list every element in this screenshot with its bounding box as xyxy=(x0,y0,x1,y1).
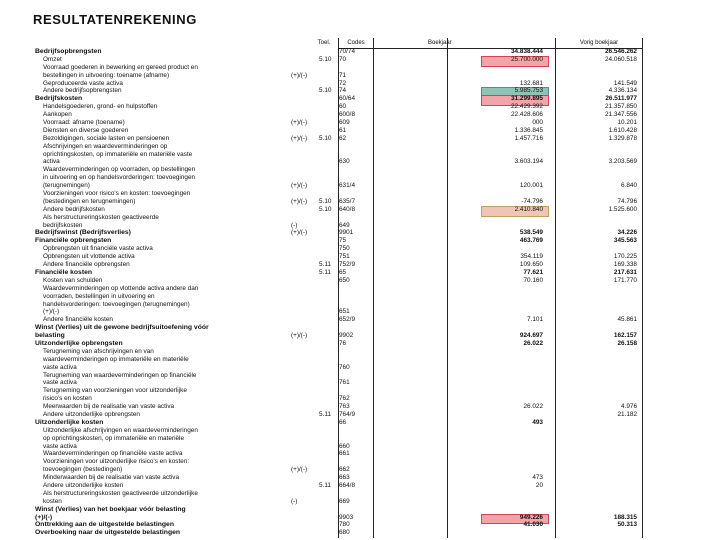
row-current-value: 473 xyxy=(532,474,543,482)
line-item-row xyxy=(33,199,643,207)
section-row xyxy=(33,270,643,278)
line-item-row xyxy=(33,388,643,396)
row-code: 609 xyxy=(339,119,350,127)
row-label: vaste activa xyxy=(43,442,77,450)
row-code: 662 xyxy=(339,466,350,474)
income-statement-table xyxy=(33,38,643,538)
line-item-row xyxy=(33,81,643,89)
row-label: Terugneming van afschrijvingen en van xyxy=(43,347,154,355)
row-label: Andere bedrijfskosten xyxy=(43,205,105,213)
row-label: Terugneming van voorzieningen voor uitzonderlijke xyxy=(43,387,187,395)
row-sign: (+)/(-) xyxy=(291,119,308,127)
row-note-ref: 5.10 xyxy=(319,134,332,142)
row-previous-value: 26.158 xyxy=(617,339,637,347)
line-item-row xyxy=(33,104,643,112)
row-sign: (+)/(-) xyxy=(291,182,308,190)
row-current-value: 5.985.753 xyxy=(514,87,543,95)
row-label: Andere financiële opbrengsten xyxy=(43,261,130,269)
row-label: Winst (Verlies) van het boekjaar vóór belasting xyxy=(35,505,186,513)
row-label: risico's en kosten xyxy=(43,395,92,403)
section-row xyxy=(33,230,643,238)
row-current-value: 22.428.606 xyxy=(511,111,543,119)
line-item-row xyxy=(33,215,643,223)
page-title: RESULTATENREKENING xyxy=(33,12,197,27)
row-current-value: 70.160 xyxy=(523,276,543,284)
row-label: Uitzonderlijke opbrengsten xyxy=(35,339,123,347)
row-current-value: 924.697 xyxy=(519,332,543,340)
line-item-row xyxy=(33,152,643,160)
line-item-row xyxy=(33,412,643,420)
row-label: Kosten van schulden xyxy=(43,276,103,284)
line-item-row xyxy=(33,475,643,483)
row-code: 74 xyxy=(339,87,347,95)
row-label: Uitzonderlijke afschrijvingen en waardeverminderingen xyxy=(43,426,198,434)
row-previous-value: 1.525.600 xyxy=(608,205,637,213)
row-previous-value: 170.225 xyxy=(613,253,637,261)
row-code: 75 xyxy=(339,237,347,245)
row-label: Meerwaarden bij de realisatie van vaste activa xyxy=(43,403,175,411)
row-code: 71 xyxy=(339,71,347,79)
row-label: Als herstructureringskosten geactiveerde xyxy=(43,213,159,221)
row-label: Voorraad: afname (toename) xyxy=(43,119,125,127)
row-current-value: 1.336.845 xyxy=(514,126,543,134)
row-label: vaste activa xyxy=(43,363,77,371)
section-row xyxy=(33,507,643,515)
row-code: 664/8 xyxy=(339,481,355,489)
line-item-row xyxy=(33,88,643,96)
section-row xyxy=(33,49,643,57)
row-previous-value: 45.861 xyxy=(617,316,637,324)
line-item-row xyxy=(33,373,643,381)
line-item-row xyxy=(33,302,643,310)
line-item-row xyxy=(33,459,643,467)
row-code: 752/9 xyxy=(339,261,355,269)
row-label: Bedrijfswinst (Bedrijfsverlies) xyxy=(35,229,131,237)
row-label: Diensten en diverse goederen xyxy=(43,126,129,134)
row-current-value: 3.603.194 xyxy=(514,158,543,166)
row-current-value: 538.549 xyxy=(519,229,543,237)
row-code: 9902 xyxy=(339,332,354,340)
row-current-value: 25.700.000 xyxy=(511,55,543,63)
row-code: 661 xyxy=(339,450,350,458)
row-previous-value: 21.357.850 xyxy=(605,103,637,111)
row-code: 70 xyxy=(339,55,347,63)
row-label: Financiële kosten xyxy=(35,268,93,276)
row-code: 651 xyxy=(339,308,350,316)
row-code: 660 xyxy=(339,442,350,450)
row-sign: (+)/(-) xyxy=(291,134,308,142)
row-previous-value: 24.060.518 xyxy=(605,55,637,63)
row-code: 640/8 xyxy=(339,205,355,213)
row-current-value: 463.769 xyxy=(519,237,543,245)
line-item-row xyxy=(33,491,643,499)
row-label: Waardeverminderingen op vlottende activa andere dan xyxy=(43,284,199,292)
row-note-ref: 5.11 xyxy=(319,261,331,269)
line-item-row xyxy=(33,309,643,317)
row-sign: (-) xyxy=(291,221,298,229)
row-current-value: 493 xyxy=(532,418,543,426)
section-row xyxy=(33,530,643,538)
row-code: 76 xyxy=(339,339,347,347)
row-label: (+)/(-) xyxy=(35,513,53,521)
row-code: 650 xyxy=(339,276,350,284)
row-code: 763 xyxy=(339,403,350,411)
row-label: Minderwaarden bij de realisatie van vaste activa xyxy=(43,474,180,482)
row-label: belasting xyxy=(35,332,65,340)
row-label: (bestedingen en terugnemingen) xyxy=(43,197,136,205)
row-label: Opbrengsten uit financiële vaste activa xyxy=(43,245,153,253)
row-code: 61 xyxy=(339,126,347,134)
row-label: Andere uitzonderlijke kosten xyxy=(43,481,124,489)
row-current-value: 34.838.444 xyxy=(511,48,543,55)
row-note-ref: 5.11 xyxy=(319,481,331,489)
row-label: Winst (Verlies) uit de gewone bedrijfsuitoefening vóór xyxy=(35,324,209,332)
row-code: 761 xyxy=(339,379,350,387)
row-code: 62 xyxy=(339,134,347,142)
row-code: 65 xyxy=(339,268,347,276)
row-label: Andere bedrijfsopbrengsten xyxy=(43,87,122,95)
section-row xyxy=(33,333,643,341)
row-sign: (+)/(-) xyxy=(291,332,308,340)
row-code: 630 xyxy=(339,158,350,166)
row-label: (terugnemingen) xyxy=(43,182,90,190)
row-previous-value: 74.796 xyxy=(617,197,637,205)
row-label: bedrijfskosten xyxy=(43,221,83,229)
line-item-row xyxy=(33,73,643,81)
row-previous-value: 10.201 xyxy=(617,119,637,127)
row-current-value: 26.022 xyxy=(523,403,543,411)
row-previous-value: 21.182 xyxy=(617,410,637,418)
row-current-value: 7.101 xyxy=(527,316,543,324)
row-label: bestellingen in uitvoering: toename (afname) xyxy=(43,71,170,79)
header-toel: Toel. xyxy=(317,40,331,46)
row-label: Overboeking naar de uitgestelde belastingen xyxy=(35,529,181,537)
row-label: Handelsgoederen, grond- en hulpstoffen xyxy=(43,103,158,111)
row-current-value: 949.226 xyxy=(519,513,543,521)
header-current-year: Boekjaar xyxy=(428,40,452,46)
row-label: toevoegingen (bestedingen) xyxy=(43,466,123,474)
row-current-value: 120.001 xyxy=(519,182,543,190)
statement-rows xyxy=(33,49,643,538)
row-previous-value: 26.511.977 xyxy=(605,95,637,103)
row-previous-value: 1.329.878 xyxy=(608,134,637,142)
row-current-value: 31.299.895 xyxy=(511,95,543,103)
row-code: 663 xyxy=(339,474,350,482)
row-label: voorraden, bestellingen in uitvoering en xyxy=(43,292,155,300)
row-sign: (+)/(-) xyxy=(291,71,308,79)
row-code: 70/74 xyxy=(339,48,355,55)
row-label: Geproduceerde vaste activa xyxy=(43,79,123,87)
row-previous-value: 141.549 xyxy=(613,79,637,87)
row-code: 635/7 xyxy=(339,197,355,205)
row-note-ref: 5.10 xyxy=(319,197,332,205)
row-label: Waardeverminderingen op financiële vaste activa xyxy=(43,450,183,458)
row-code: 66 xyxy=(339,418,347,426)
row-label: vaste activa xyxy=(43,379,77,387)
row-code: 631/4 xyxy=(339,182,355,190)
row-current-value: 2.410.840 xyxy=(514,205,543,213)
row-label: Opbrengsten uit vlottende activa xyxy=(43,253,135,261)
row-label: in uitvoering en op handelsvorderingen: toevoegingen xyxy=(43,174,196,182)
row-code: 750 xyxy=(339,245,350,253)
row-current-value: 26.022 xyxy=(523,339,543,347)
row-previous-value: 1.610.428 xyxy=(608,126,637,134)
row-previous-value: 169.338 xyxy=(613,261,637,269)
row-label: handelsvorderingen: toevoegingen (terugnemingen) xyxy=(43,300,190,308)
row-label: (+)/(-) xyxy=(43,308,60,316)
row-previous-value: 21.347.556 xyxy=(605,111,637,119)
row-previous-value: 217.631 xyxy=(613,268,637,276)
line-item-row xyxy=(33,357,643,365)
row-code: 60/64 xyxy=(339,95,355,103)
line-item-row xyxy=(33,436,643,444)
row-previous-value: 3.203.569 xyxy=(608,158,637,166)
row-code: 9901 xyxy=(339,229,354,237)
row-code: 764/9 xyxy=(339,410,355,418)
row-note-ref: 5.10 xyxy=(319,205,332,213)
row-label: Aankopen xyxy=(43,111,72,119)
row-code: 680 xyxy=(339,529,350,537)
row-code: 669 xyxy=(339,497,350,505)
row-label: Terugneming van waardeverminderingen op financiële xyxy=(43,371,197,379)
row-current-value: 132.681 xyxy=(519,79,543,87)
row-previous-value: 162.157 xyxy=(613,332,637,340)
row-code: 780 xyxy=(339,521,350,529)
row-code: 72 xyxy=(339,79,347,87)
row-note-ref: 5.10 xyxy=(319,87,332,95)
row-code: 600/8 xyxy=(339,111,355,119)
section-row xyxy=(33,325,643,333)
row-code: 60 xyxy=(339,103,347,111)
header-previous-year: Vorig boekjaar xyxy=(579,40,619,46)
row-current-value: 22.429.392 xyxy=(511,103,543,111)
row-label: kosten xyxy=(43,497,62,505)
row-current-value: 000 xyxy=(532,119,543,127)
row-previous-value: 171.770 xyxy=(613,276,637,284)
row-current-value: 41.030 xyxy=(523,521,543,529)
row-label: Voorzieningen voor uitzonderlijke risico's en kosten: xyxy=(43,458,190,466)
row-previous-value: 345.563 xyxy=(613,237,637,245)
header-codes: Codes xyxy=(347,40,365,46)
row-sign: (+)/(-) xyxy=(291,197,308,205)
row-previous-value: 6.840 xyxy=(621,182,637,190)
row-sign: (-) xyxy=(291,497,298,505)
row-label: Andere uitzonderlijke opbrengsten xyxy=(43,410,140,418)
row-code: 762 xyxy=(339,395,350,403)
row-previous-value: 4.976 xyxy=(621,403,637,411)
row-current-value: -74.796 xyxy=(521,197,543,205)
row-code: 652/9 xyxy=(339,316,355,324)
row-code: 9903 xyxy=(339,513,354,521)
row-label: Omzet xyxy=(43,55,62,63)
row-label: Financiële opbrengsten xyxy=(35,237,112,245)
row-previous-value: 188.315 xyxy=(613,513,637,521)
row-code: 649 xyxy=(339,221,350,229)
row-label: Uitzonderlijke kosten xyxy=(35,418,104,426)
row-note-ref: 5.11 xyxy=(319,410,331,418)
row-previous-value: 50.313 xyxy=(617,521,637,529)
row-current-value: 109.650 xyxy=(519,261,543,269)
row-label: activa xyxy=(43,158,60,166)
row-label: Als herstructureringskosten geactiveerde uitzonderlijke xyxy=(43,489,198,497)
row-code: 751 xyxy=(339,253,350,261)
row-label: waardeverminderingen op immateriële en materiële xyxy=(43,355,189,363)
row-label: Andere financiële kosten xyxy=(43,316,113,324)
row-note-ref: 5.11 xyxy=(319,268,331,276)
line-item-row xyxy=(33,262,643,270)
row-sign: (+)/(-) xyxy=(291,466,308,474)
row-label: op oprichtingskosten, op immateriële en materiële xyxy=(43,434,185,442)
row-label: Waardeverminderingen op voorraden, op bestellingen xyxy=(43,166,196,174)
row-label: Voorraad goederen in bewerking en gereed product en xyxy=(43,63,198,71)
row-previous-value: 26.546.262 xyxy=(605,48,637,55)
row-label: oprichtingskosten, op immateriële en materiële vaste xyxy=(43,150,193,158)
row-current-value: 1.457.716 xyxy=(514,134,543,142)
row-previous-value: 4.336.134 xyxy=(608,87,637,95)
row-label: Bedrijfskosten xyxy=(35,95,83,103)
row-code: 760 xyxy=(339,363,350,371)
row-current-value: 20 xyxy=(535,481,543,489)
row-sign: (+)/(-) xyxy=(291,229,308,237)
row-label: Onttrekking aan de uitgestelde belastingen xyxy=(35,521,174,529)
row-note-ref: 5.10 xyxy=(319,55,332,63)
row-label: Bedrijfsopbrengsten xyxy=(35,48,102,55)
line-item-row xyxy=(33,175,643,183)
row-label: Afschrijvingen en waardeverminderingen op xyxy=(43,142,168,150)
row-previous-value: 34.226 xyxy=(617,229,637,237)
row-current-value: 354.119 xyxy=(520,253,543,261)
row-label: Bezoldigingen, sociale lasten en pensioenen xyxy=(43,134,170,142)
row-current-value: 77.621 xyxy=(523,268,543,276)
row-label: Voorzieningen voor risico's en kosten: toevoegingen xyxy=(43,190,191,198)
